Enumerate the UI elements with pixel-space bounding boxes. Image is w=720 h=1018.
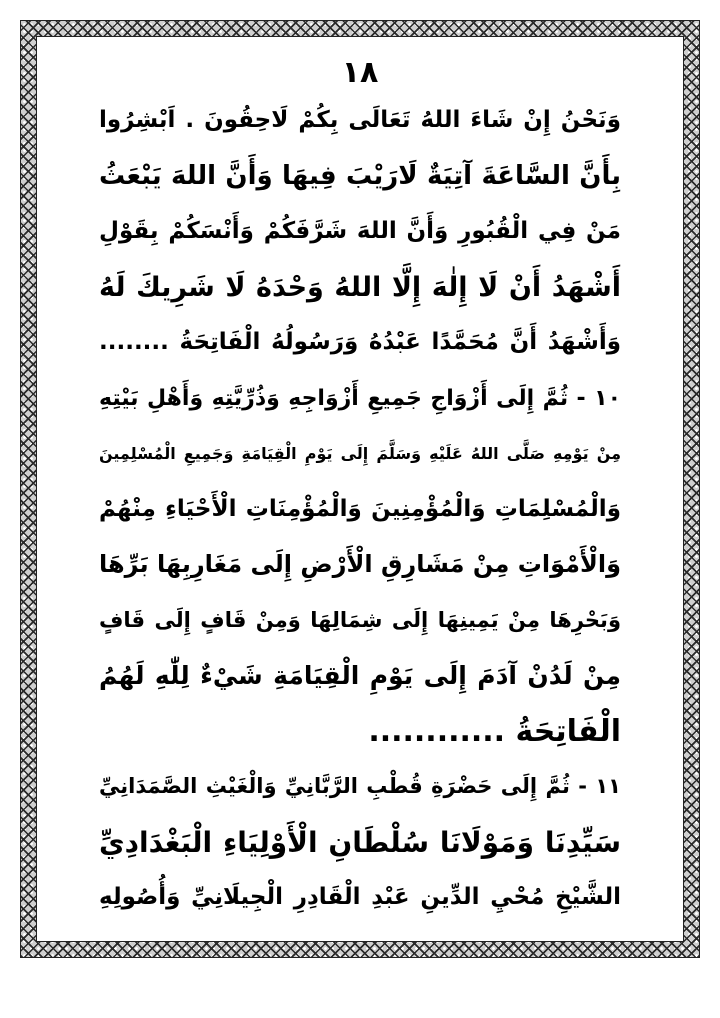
text-line-3: مَنْ فِي الْقُبُورِ وَأَنَّ اللهَ شَرَّفَكُمْ وَأَنْسَكُمْ بِقَوْلِ (99, 218, 621, 244)
text-line-10: وَبَحْرِهَا مِنْ يَمِينِهَا إِلَى شِمَالِهَا وَمِنْ قَافٍ إِلَى قَافٍ (99, 607, 621, 632)
text-line-2: بِأَنَّ السَّاعَةَ آتِيَةٌ لَارَيْبَ فِيهَا وَأَنَّ اللهَ يَبْعَثُ (99, 160, 621, 191)
text-line-14: سَيِّدِنَا وَمَوْلَانَا سُلْطَانِ الْأَوْلِيَاءِ الْبَغْدَادِيِّ (99, 825, 621, 859)
text-line-6: ١٠ - ثُمَّ إِلَى أَزْوَاجِ جَمِيعِ أَزْوَاجِهِ وَذُرِّيَّتِهِ وَأَهْلِ بَيْتِهِ (99, 385, 621, 411)
page-number: ١٨ (341, 55, 379, 90)
text-line-7: مِنْ يَوْمِهِ صَلَّى اللهُ عَلَيْهِ وَسَلَّمَ إِلَى يَوْمِ الْقِيَامَةِ وَجَمِيعِ الْمُسْلِمِينَ (99, 444, 621, 463)
text-line-11: مِنْ لَدُنْ آدَمَ إِلَى يَوْمِ الْقِيَامَةِ شَيْءٌ لِلّٰهِ لَهُمُ (99, 661, 621, 690)
ornamental-border (20, 20, 700, 958)
text-line-12: الْفَاتِحَةُ ............ (368, 713, 621, 749)
text-line-8: وَالْمُسْلِمَاتِ وَالْمُؤْمِنِينَ وَالْمُؤْمِنَاتِ الْأَحْيَاءِ مِنْهُمْ (99, 495, 621, 522)
text-line-5: وَأَشْهَدُ أَنَّ مُحَمَّدًا عَبْدُهُ وَرَسُولُهُ الْفَاتِحَةُ ........ (99, 329, 621, 355)
text-line-15: الشَّيْخِ مُحْيِ الدِّينِ عَبْدِ الْقَادِرِ الْجِيلَانِيِّ وَأُصُولِهِ (99, 884, 621, 910)
page-content (39, 39, 681, 939)
text-line-4: أَشْهَدُ أَنْ لَا إِلٰهَ إِلَّا اللهُ وَحْدَهُ لَا شَرِيكَ لَهُ (99, 271, 621, 303)
text-line-1: وَنَحْنُ إِنْ شَاءَ اللهُ تَعَالَى بِكُمْ لَاحِقُونَ . اَبْشِرُوا (99, 107, 621, 133)
text-line-13: ١١ - ثُمَّ إِلَى حَضْرَةِ قُطْبِ الرَّبَّانِيِّ وَالْغَيْثِ الصَّمَدَانِيِّ (99, 774, 621, 798)
text-line-9: وَالْأَمْوَاتِ مِنْ مَشَارِقِ الْأَرْضِ إِلَى مَغَارِبِهَا بَرِّهَا (99, 550, 621, 578)
